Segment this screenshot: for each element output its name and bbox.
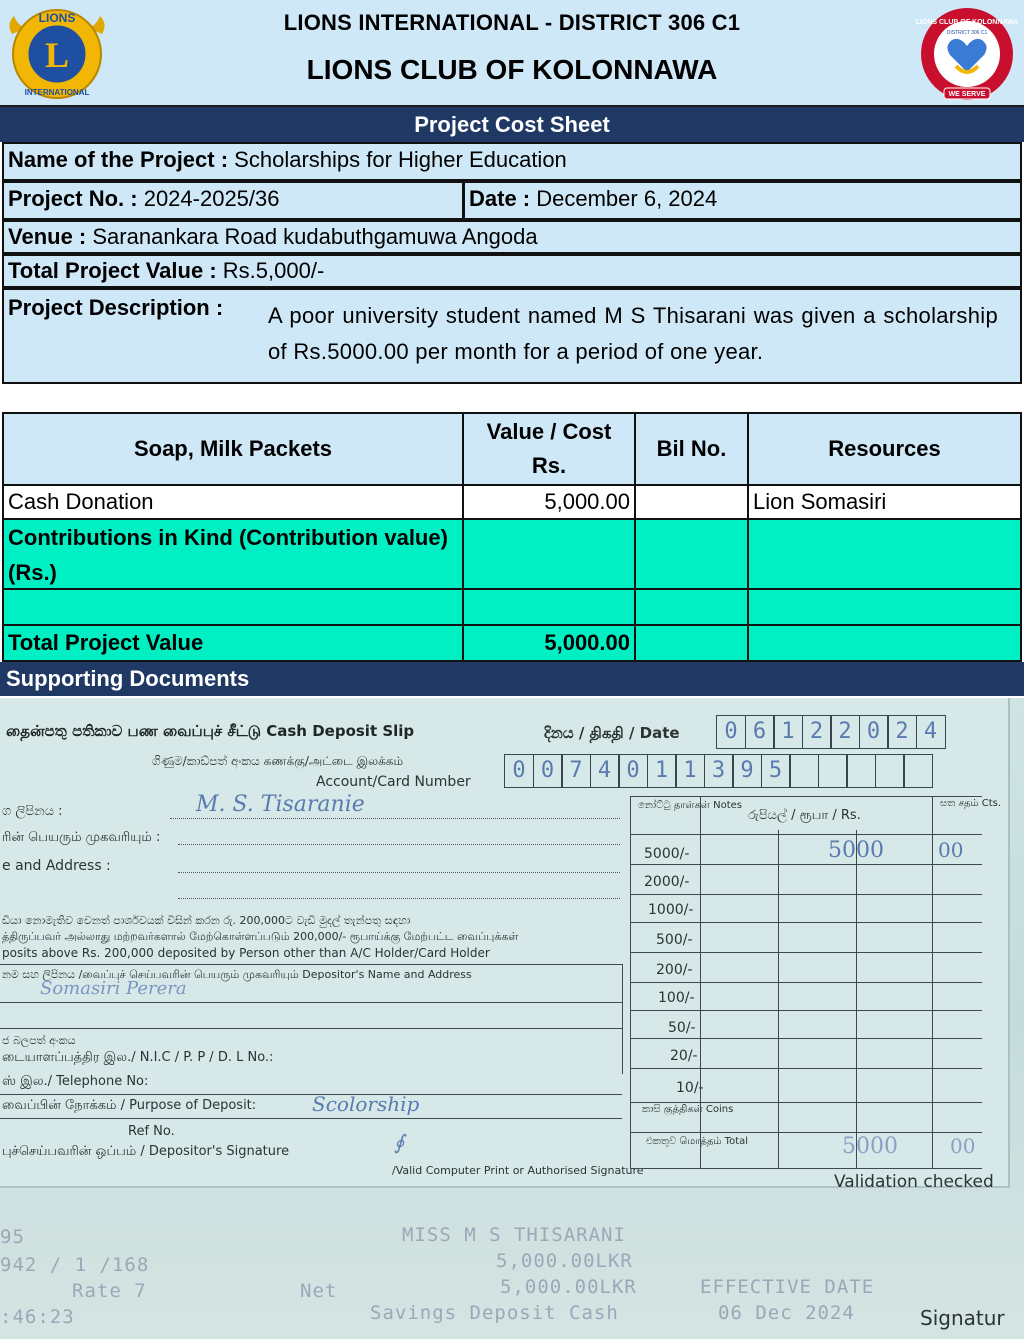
denomination-label: 200/-	[656, 962, 693, 978]
column-header-value: Value / Cost Rs.	[462, 412, 636, 486]
venue-row	[2, 220, 1022, 254]
table-row-resources	[747, 588, 1022, 626]
form-divider	[0, 1002, 622, 1003]
date-digit: 2	[887, 715, 917, 749]
date-digit: 2	[802, 715, 832, 749]
denomination-label: 50/-	[668, 1020, 696, 1036]
project-number-row	[2, 181, 464, 220]
account-empty-box	[818, 754, 848, 788]
svg-text:WE SERVE: WE SERVE	[948, 91, 986, 98]
validation-checked-label: Validation checked	[834, 1172, 994, 1192]
account-digit: 1	[675, 754, 705, 788]
printed-text: 942 / 1 /168	[0, 1254, 150, 1276]
notes-header: නෝට්ටු தாள்கள் Notes	[638, 800, 743, 811]
form-divider	[0, 964, 622, 965]
printed-text: Net	[300, 1280, 338, 1302]
table-row-value	[462, 518, 636, 590]
name-line	[170, 818, 620, 819]
column-header-bil: Bil No.	[634, 412, 749, 486]
table-total-resources	[747, 624, 1022, 662]
account-digit: 1	[647, 754, 677, 788]
svg-text:INTERNATIONAL: INTERNATIONAL	[24, 88, 90, 97]
grid-line	[630, 834, 982, 835]
name-tamil-label: ரின் பெயரும் முகவரியும் :	[2, 830, 161, 845]
amount-5000: 5000	[828, 838, 884, 863]
notice-line-2: த்திருப்பவர் அல்லாது மற்றவர்களால் மேற்கொள்ளப்படும் 200,000/- ரூபாய்க்கு மேற்பட்ட வைப்புக்கள்	[2, 930, 519, 943]
address-label: e and Address :	[2, 858, 111, 874]
project-date-row	[463, 181, 1022, 220]
slip-date-boxes	[716, 715, 944, 749]
account-empty-box	[903, 754, 933, 788]
address-line	[178, 844, 620, 845]
supporting-documents-heading: Supporting Documents	[0, 662, 1024, 696]
grid-line	[630, 864, 982, 865]
project-name-value: Scholarships for Higher Education	[234, 147, 567, 172]
table-total-label: Total Project Value	[2, 624, 464, 662]
computer-print-label: /Valid Computer Print or Authorised Signature	[392, 1164, 644, 1177]
grid-line	[630, 1068, 982, 1069]
depositor-label: නම සහ ලිපිනය /வைப்புச் செய்பவரின் பெயரும் முகவரியும் Depositor's Name and Address	[2, 968, 472, 981]
denomination-label: 5000/-	[644, 846, 690, 862]
lions-club-kolonnawa-logo-icon	[914, 6, 1020, 104]
venue-value: Saranankara Road kudabuthgamuwa Angoda	[92, 224, 538, 249]
form-divider	[622, 964, 623, 1074]
denomination-label: 2000/-	[644, 874, 690, 890]
table-row-value: 5,000.00	[462, 484, 636, 520]
svg-text:L: L	[44, 35, 70, 75]
account-digit: 5	[761, 754, 791, 788]
grid-line	[630, 1102, 982, 1103]
rupees-header: රුපියල් / ரூபா / Rs.	[748, 808, 861, 823]
project-name-row	[2, 142, 1022, 181]
date-digit: 6	[745, 715, 775, 749]
account-digit: 0	[504, 754, 534, 788]
date-digit: 2	[830, 715, 860, 749]
grid-line	[630, 1010, 982, 1011]
notice-line-1: ඩියා නොමැතිව වෙනත් පාර්ශවයක් විසින් කරන රු. 200,000ට වැඩි මුදල් තැන්පතු සඳහා	[2, 914, 411, 927]
purpose-label: வைப்பின் நோக்கம் / Purpose of Deposit:	[2, 1098, 257, 1113]
grid-line	[630, 1038, 982, 1039]
column-header-item: Soap, Milk Packets	[2, 412, 464, 486]
table-row-resources	[747, 518, 1022, 590]
total-value-amount: Rs.5,000/-	[222, 258, 325, 283]
grid-line	[778, 830, 779, 1168]
table-row-value	[462, 588, 636, 626]
project-number-value: 2024-2025/36	[143, 186, 280, 211]
description-text: A poor university student named M S Thisarani was given a scholarship of Rs.5000.00 per month for a period of one year.	[268, 303, 998, 364]
grid-line	[630, 1132, 982, 1133]
coins-label: කාසි குத்திகள் Coins	[642, 1104, 734, 1115]
printed-amount: 5,000.00LKR	[496, 1250, 633, 1272]
table-row-bil	[634, 484, 749, 520]
slip-date-label: දිනය / திகதி / Date	[544, 724, 680, 742]
printed-effective-date: 06 Dec 2024	[718, 1302, 855, 1324]
svg-text:LIONS CLUB OF KOLONNAWA: LIONS CLUB OF KOLONNAWA	[915, 19, 1019, 26]
table-row-item: Contributions in Kind (Contribution value) (Rs.)	[2, 518, 464, 590]
club-title: LIONS CLUB OF KOLONNAWA	[306, 54, 718, 85]
account-empty-box	[875, 754, 905, 788]
printed-net-amount: 5,000.00LKR	[500, 1276, 637, 1298]
account-number-boxes	[504, 754, 932, 788]
name-label: ග ලිපිනය :	[2, 804, 63, 819]
total-value-row	[2, 254, 1022, 288]
denomination-label: 10/-	[676, 1080, 704, 1096]
deposit-slip-paper	[0, 698, 1010, 1188]
printed-effective-label: EFFECTIVE DATE	[700, 1276, 875, 1298]
signature-word: Signatur	[920, 1306, 1005, 1330]
depositor-signature: ∮	[394, 1130, 405, 1154]
account-digit: 7	[561, 754, 591, 788]
amount-5000-cents: 00	[938, 838, 964, 862]
form-divider	[0, 1118, 622, 1119]
project-date-label: Date :	[469, 186, 531, 211]
total-cents: 00	[950, 1134, 976, 1158]
depositor-handwritten: Somasiri Perera	[40, 978, 187, 999]
date-digit: 4	[916, 715, 946, 749]
grid-line	[856, 830, 857, 1168]
cost-sheet-title: Project Cost Sheet	[0, 107, 1024, 142]
denomination-label: 500/-	[656, 932, 693, 948]
project-date-value: December 6, 2024	[536, 186, 718, 211]
letterhead	[0, 0, 1024, 107]
telephone-label: ஸ் இல./ Telephone No:	[2, 1074, 149, 1089]
account-label: Account/Card Number	[316, 774, 471, 790]
denomination-label: 20/-	[670, 1048, 698, 1064]
date-digit: 0	[859, 715, 889, 749]
printed-text: 95	[0, 1226, 25, 1248]
table-total-bil	[634, 624, 749, 662]
printed-text: Rate 7	[72, 1280, 147, 1302]
table-row-item	[2, 588, 464, 626]
printed-account-name: MISS M S THISARANI	[402, 1224, 626, 1246]
id-label: ජ බලපත් අංකය	[2, 1034, 76, 1047]
svg-text:LIONS: LIONS	[38, 11, 76, 25]
account-label-local: ගිණුම/කාඩ්පත් අංකය கணக்கு/அட்டை இலக்கம்	[152, 754, 404, 768]
account-digit: 9	[732, 754, 762, 788]
description-row	[2, 288, 1022, 384]
date-digit: 1	[773, 715, 803, 749]
total-amount: 5000	[842, 1134, 898, 1159]
table-row-bil	[634, 588, 749, 626]
table-total-value: 5,000.00	[462, 624, 636, 662]
total-value-label: Total Project Value :	[8, 258, 217, 283]
grid-line	[630, 1168, 982, 1169]
account-digit: 3	[704, 754, 734, 788]
table-row-bil	[634, 518, 749, 590]
address-line	[178, 872, 620, 873]
grid-line	[630, 796, 982, 797]
notice-line-3: posits above Rs. 200,000 deposited by Person other than A/C Holder/Card Holder	[2, 946, 490, 960]
printed-text: :46:23	[0, 1306, 75, 1328]
description-label: Project Description :	[8, 295, 224, 320]
grid-line	[630, 922, 982, 923]
account-empty-box	[789, 754, 819, 788]
nic-label: டையாளப்பத்திர இல./ N.I.C / P. P / D. L No.:	[2, 1050, 274, 1065]
ref-label: Ref No.	[128, 1124, 175, 1139]
address-line	[178, 898, 620, 899]
account-digit: 0	[533, 754, 563, 788]
form-divider	[0, 1094, 622, 1095]
table-row-resources: Lion Somasiri	[747, 484, 1022, 520]
grid-line	[630, 982, 982, 983]
signature-label: புச்செய்பவரின் ஒப்பம் / Depositor's Signature	[2, 1144, 290, 1159]
cash-deposit-slip-photo	[0, 698, 1024, 1339]
slip-title: தைன்පතු පතිකාව பண வைப்புச் சீட்டு Cash Deposit Slip	[6, 722, 415, 740]
denomination-label: 100/-	[658, 990, 695, 1006]
date-digit: 0	[716, 715, 746, 749]
district-title: LIONS INTERNATIONAL - DISTRICT 306 C1	[283, 10, 741, 35]
project-name-label: Name of the Project :	[8, 147, 229, 172]
account-digit: 4	[590, 754, 620, 788]
name-handwritten: M. S. Tisaranie	[196, 792, 365, 817]
grid-line	[630, 952, 982, 953]
grid-line	[630, 894, 982, 895]
project-number-label: Project No. :	[8, 186, 138, 211]
denomination-label: 1000/-	[648, 902, 694, 918]
purpose-handwritten: Scolorship	[312, 1092, 420, 1116]
form-divider	[0, 1028, 622, 1029]
venue-label: Venue :	[8, 224, 87, 249]
account-empty-box	[846, 754, 876, 788]
cents-header: සත சதம் Cts.	[940, 798, 1002, 809]
svg-text:DISTRICT 306 C1: DISTRICT 306 C1	[946, 30, 988, 36]
table-row-item: Cash Donation	[2, 484, 464, 520]
column-header-resources: Resources	[747, 412, 1022, 486]
total-label: එකතුව மொத்தம் Total	[646, 1136, 749, 1147]
account-digit: 0	[618, 754, 648, 788]
printed-type: Savings Deposit Cash	[370, 1302, 619, 1324]
